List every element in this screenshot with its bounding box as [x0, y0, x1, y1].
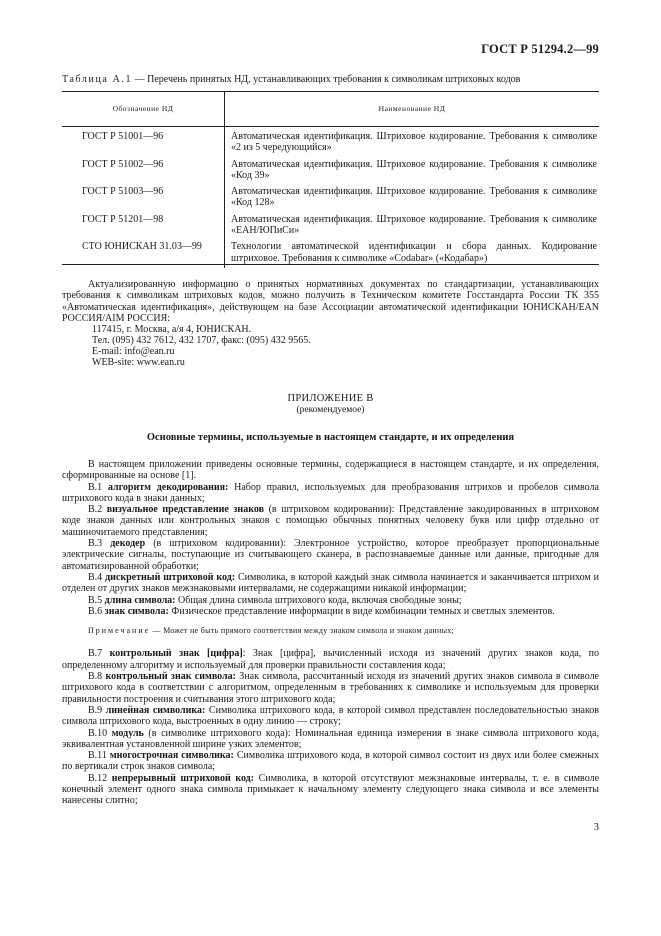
term-number: В.1: [88, 481, 108, 493]
table-caption: [62, 74, 607, 85]
term-definition: Знак символа, рассчитанный исходя из значений других знаков символа в символе штрихового кода в соответствии с алгоритмом, определенным в требованиях к символике и используемым для проверки правильности построения и считывания этого штрихового кода;: [62, 671, 599, 705]
term-item: [62, 773, 599, 807]
contact-address: 117415, г. Москва, а/я 4, ЮНИСКАН.: [92, 324, 252, 335]
term-number: В.10: [88, 727, 112, 739]
term-item: [62, 606, 599, 617]
term-name: линейная символика:: [105, 704, 206, 716]
term-item: [62, 705, 599, 728]
appendix-subtitle: (рекомендуемое): [296, 405, 365, 415]
table-header-row: [62, 91, 599, 127]
table-row: [62, 185, 599, 213]
nd-code: ГОСТ Р 51001—96: [62, 127, 225, 158]
term-name: контрольный знак [цифра]: [109, 648, 243, 660]
term-number: В.11: [88, 750, 110, 762]
term-name: алгоритм декодирования:: [107, 481, 229, 493]
nd-name: Автоматическая идентификация. Штриховое кодирование. Требования к символике «Код 128»: [231, 186, 597, 209]
contact-phone: Тел. (095) 432 7612, 432 1707, факс: (095) 432 9565.: [92, 335, 311, 346]
term-item: [62, 504, 599, 538]
nd-name: Автоматическая идентификация. Штриховое кодирование. Требования к символике «ЕАН/ЮПиСи»: [231, 213, 597, 237]
note-text: — Может не быть прямого соответствия между знаком символа и знаком данных;: [150, 626, 455, 636]
term-definition: Набор правил, используемых для преобразования штрихов и пробелов символа штрихового кода в знаки данных;: [62, 481, 599, 504]
term-definition: Общая длина символа штрихового кода, включая свободные зоны;: [175, 594, 462, 606]
nd-code: ГОСТ Р 51002—96: [62, 158, 225, 186]
term-item: [62, 728, 599, 751]
term-definition: (в штриховом кодировании): Представление закодированных в штриховом коде знаков данных или контрольных знаков с помощью обычных понятных человеку букв или цифр отдельно от машиночитаемого представления;: [62, 504, 599, 538]
term-definition: Символика, в которой каждый знак символа начинается и заканчивается штрихом и отделен от других знаков межзнаковыми интервалами, не содержащими никакой информации;: [62, 571, 599, 595]
term-name: визуальное представление знаков: [106, 504, 264, 516]
nd-name: Автоматическая идентификация. Штриховое кодирование. Требования к символике «Код 39»: [231, 158, 597, 181]
update-paragraph: Актуализированную информацию о принятых нормативных документах по стандартизации, устанавливающих требования к символикам штриховых кодов, можно получить в Техническом комитете Госстандарта России ТК 355 «Автоматическая идентификация», действующем на базе Ассоциации автоматической идентификации ЮНИСКАН/EAN РОССИЯ/AIM РОССИЯ:: [62, 279, 599, 324]
table-row: [62, 213, 599, 241]
contact-email: E-mail: info@ean.ru: [92, 346, 175, 357]
term-name: модуль: [111, 727, 144, 739]
term-definition: Символика штрихового кода, в которой символ состоит из двух или более смежных по вертикали строк знаков символа;: [62, 750, 599, 773]
nd-code: ГОСТ Р 51003—96: [62, 185, 225, 213]
standard-number: ГОСТ Р 51294.2—99: [481, 42, 599, 56]
term-number: В.12: [88, 772, 112, 784]
nd-name: Автоматическая идентификация. Штриховое кодирование. Требования к символике «2 из 5 чередующийся»: [231, 131, 597, 154]
nd-table: [62, 91, 599, 268]
term-name: дискретный штриховой код:: [105, 571, 236, 583]
note-label: Примечание: [88, 626, 151, 636]
term-number: В.5: [88, 594, 105, 606]
contact-website: WEB-site: www.ean.ru: [92, 357, 185, 368]
term-item: [62, 671, 599, 705]
term-number: В.3: [88, 538, 111, 550]
term-item: [62, 595, 599, 606]
term-name: контрольный знак символа:: [105, 671, 236, 683]
term-name: непрерывный штриховой код:: [111, 772, 255, 784]
term-definition: Символика штрихового кода, в которой символ представлен последовательностью знаков символа штрихового кода, выстроенных в одну линию — строку;: [62, 704, 600, 728]
term-definition: : Знак [цифра], вычисленный исходя из значений других знаков кода, по определенному алгоритму и используемый для проверки правильности составления кода;: [62, 648, 600, 671]
term-definition: (в штриховом кодировании): Электронное устройство, которое преобразует пропорциональные электрические сигналы, поступающие из считывающего сканера, в распознаваемые данные или данные, пригодные для автоматизированной обработки;: [62, 538, 600, 572]
appendix-title: ПРИЛОЖЕНИЕ В: [287, 393, 374, 404]
term-item: [62, 750, 599, 773]
table-row: [62, 158, 599, 186]
nd-name: Технологии автоматической идентификации и сбора данных. Кодирование штриховое. Требования к символике «Codabar» («Кодабар»): [231, 241, 597, 264]
term-item: [62, 572, 599, 595]
term-item: [62, 482, 599, 505]
term-definition: Символика, в которой отсутствуют межзнаковые интервалы, т. е. в символе конечный элемент одного знака символа примыкает к начальному элементу следующего знака символа и все элементы нанесены слитно;: [62, 772, 600, 807]
col-header-code: Обозначение НД: [62, 91, 225, 127]
term-name: длина символа:: [104, 594, 176, 606]
term-name: знак символа:: [104, 605, 169, 617]
page-number: 3: [593, 822, 599, 833]
nd-code: СТО ЮНИСКАН 31.03—99: [62, 240, 225, 268]
nd-code: ГОСТ Р 51201—98: [62, 213, 225, 241]
term-name: декодер: [110, 538, 146, 550]
term-number: В.7: [88, 648, 110, 660]
table-caption-label: Таблица А.1: [62, 74, 133, 85]
term-number: В.9: [88, 704, 106, 716]
term-item: [62, 648, 599, 671]
table-row: [62, 127, 599, 158]
appendix-intro: В настоящем приложении приведены основные термины, содержащиеся в настоящем стандарте, и их определения, сформированные на основе [1].: [62, 459, 599, 482]
term-number: В.6: [88, 605, 105, 617]
table-caption-text: — Перечень принятых НД, устанавливающих требования к символикам штриховых кодов: [132, 74, 521, 85]
section-title: Основные термины, используемые в настоящем стандарте, и их определения: [146, 432, 515, 443]
term-definition: (в символике штрихового кода): Номинальная единица измерения в знаке символа штрихового кода, эквивалентная установленной ширине узких элементов;: [62, 727, 599, 750]
term-number: В.4: [88, 571, 106, 583]
term-name: многострочная символика:: [109, 750, 234, 762]
term-number: В.2: [88, 504, 107, 516]
term-definition: Физическое представление информации в виде комбинации темных и светлых элементов.: [168, 605, 555, 617]
note: [62, 625, 599, 636]
table-row: [62, 240, 599, 268]
col-header-name: Наименование НД: [225, 91, 600, 127]
terms-list: [62, 459, 599, 807]
term-item: [62, 538, 599, 572]
term-number: В.8: [88, 671, 106, 683]
